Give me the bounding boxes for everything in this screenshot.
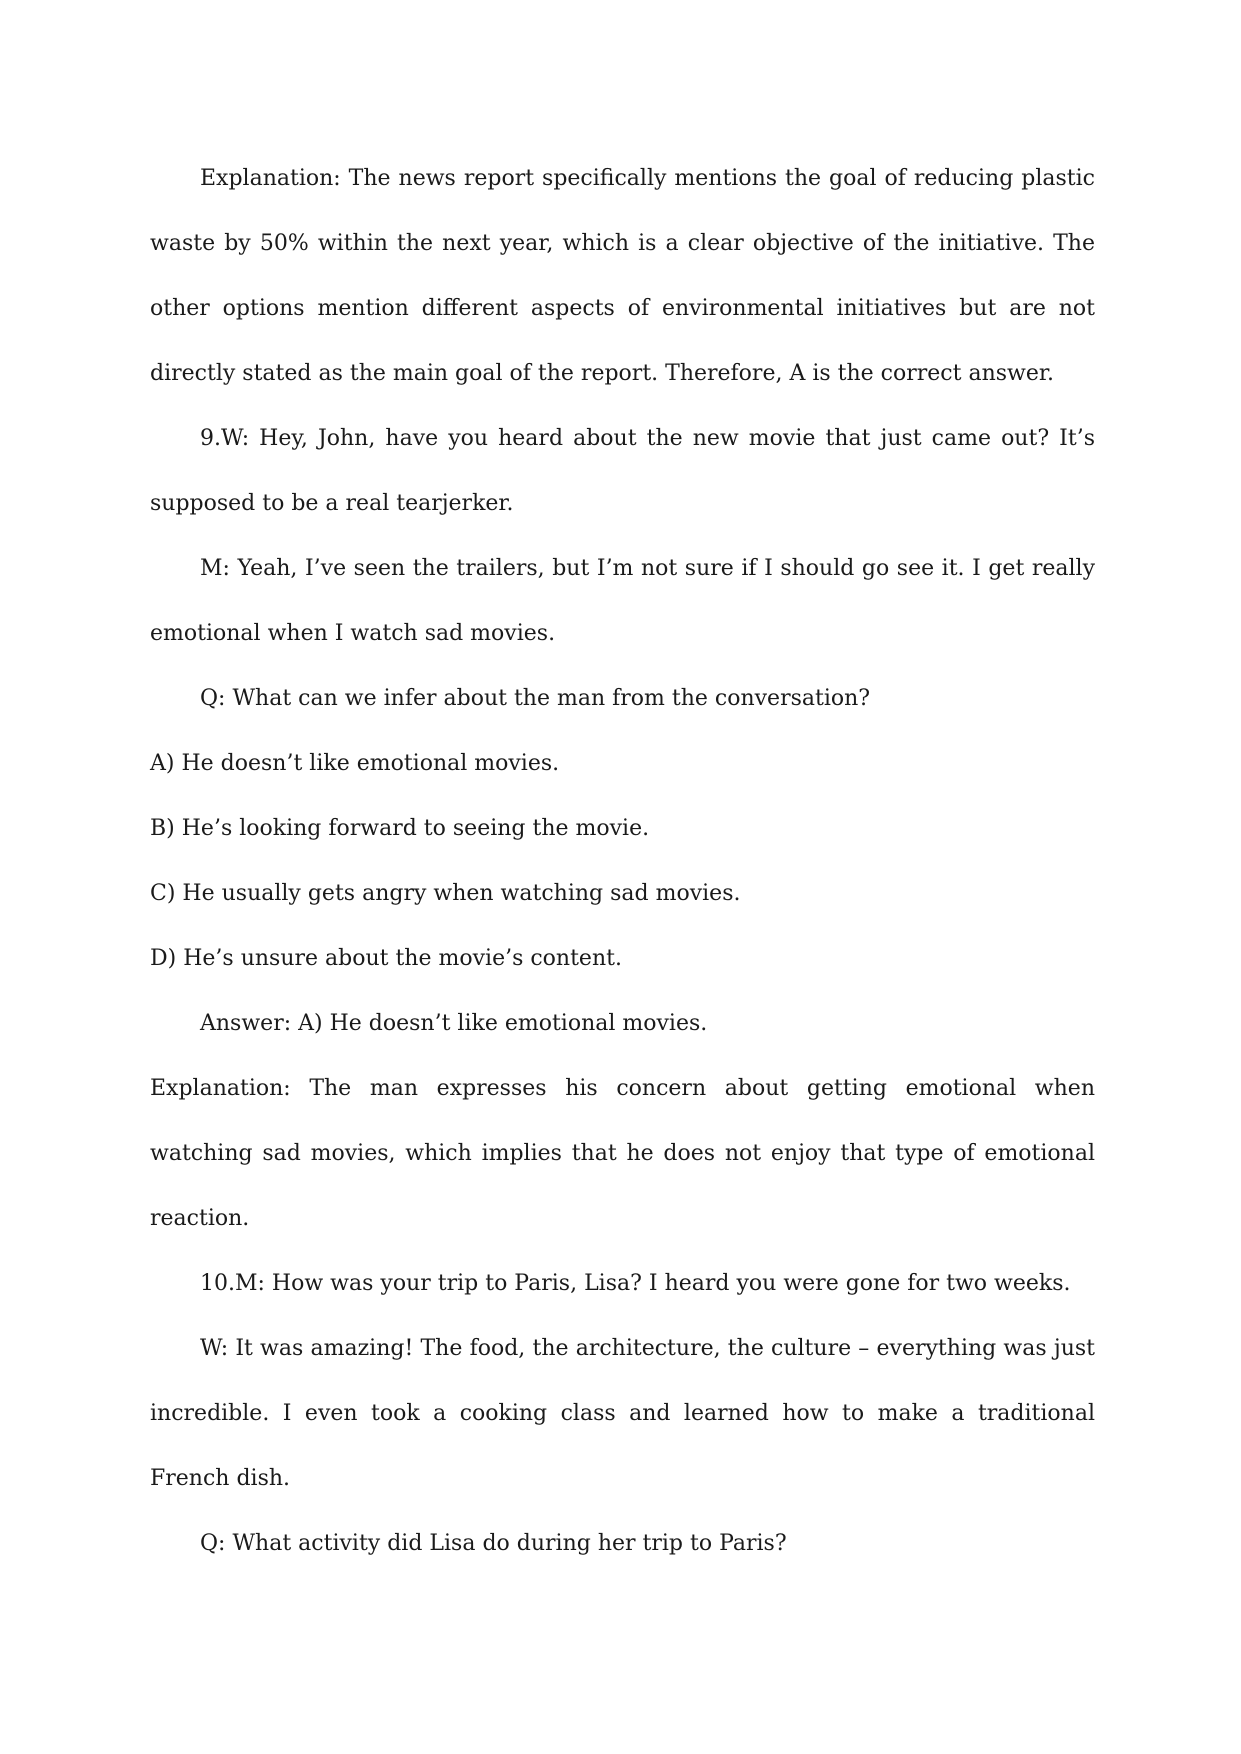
question-9-option-a: A) He doesn’t like emotional movies. [150,751,560,776]
question-9-prompt: Q: What can we infer about the man from the conversation? [200,686,871,711]
question-9-woman-line: 9.W: Hey, John, have you heard about the new movie that just came out? It’s supposed to be a real tearjerker. [150,426,1095,516]
question-9-option-c: C) He usually gets angry when watching sad movies. [150,881,741,906]
question-9-option-b: B) He’s looking forward to seeing the movie. [150,816,650,841]
question-9-option-d: D) He’s unsure about the movie’s content. [150,946,622,971]
document-body [150,146,1095,1576]
question-9-answer: Answer: A) He doesn’t like emotional movies. [200,1011,708,1036]
question-10-prompt: Q: What activity did Lisa do during her trip to Paris? [200,1531,787,1556]
question-10-man-line: 10.M: How was your trip to Paris, Lisa? I heard you were gone for two weeks. [200,1271,1071,1296]
question-9-explanation: Explanation: The man expresses his concern about getting emotional when watching sad movies, which implies that he does not enjoy that type of emotional reaction. [150,1076,1095,1231]
question-9-man-line: M: Yeah, I’ve seen the trailers, but I’m not sure if I should go see it. I get really emotional when I watch sad movies. [150,556,1095,646]
explanation-paragraph-8: Explanation: The news report specifically mentions the goal of reducing plastic waste by 50% within the next year, which is a clear objective of the initiative. The other options mention different aspects of environmental initiatives but are not directly stated as the main goal of the report. Therefore, A is the correct answer. [150,166,1095,386]
question-10-woman-line: W: It was amazing! The food, the architecture, the culture – everything was just incredible. I even took a cooking class and learned how to make a traditional French dish. [150,1336,1095,1491]
